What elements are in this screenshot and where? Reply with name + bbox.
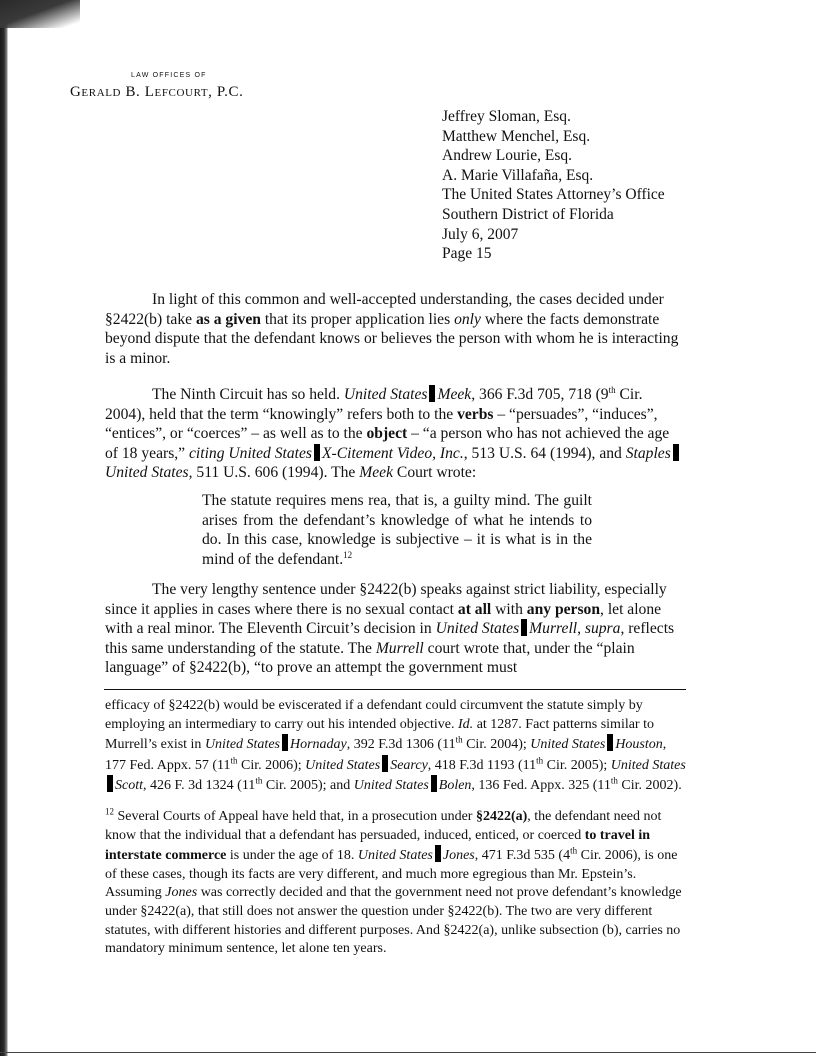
footnote-divider (104, 689, 686, 690)
scan-edge (0, 0, 8, 1056)
address-line: Southern District of Florida (442, 205, 614, 223)
letter-date: July 6, 2007 (442, 225, 519, 243)
page-number: Page 15 (442, 245, 492, 263)
redaction-bar (673, 444, 679, 461)
address-line: Andrew Lourie, Esq. (442, 147, 572, 165)
block-quote: The statute requires mens rea, that is, a guilty mind. The guilt arises from the defendant’s knowledge of what he intends to do. In this case, knowledge is subjective – it is what is in the mind of the defendant.$^{12}$ (202, 492, 592, 568)
redaction-bar (314, 444, 320, 461)
redaction-bar (382, 755, 388, 772)
address-line: Jeffrey Sloman, Esq. (442, 108, 571, 125)
bottom-edge-line (0, 1052, 816, 1053)
redaction-bar (282, 734, 288, 751)
paragraph-3: The very lengthy sentence under §2422(b) speaks against strict liability, especially since it applies in cases where there is no sexual contact at all with any person, let alone with a real minor. The Eleventh Circuit’s decision in United States Murrell, supra, reflects this same understanding of the statute. The Murrell court wrote that, under the “plain language” of §2422(b), “to prove an attempt the government must (105, 581, 675, 677)
letterhead-firm-name: Gerald B. Lefcourt, P.C. (70, 84, 244, 100)
address-line: Matthew Menchel, Esq. (442, 127, 591, 145)
paragraph-1: In light of this common and well-accepted understanding, the cases decided under §2422(b) take as a given that its proper application lies only where the facts demonstrate beyond dispute that the defendant knows or believes the person with whom he is interacting is a minor. (105, 291, 679, 367)
scan-corner-shadow (0, 0, 80, 28)
redaction-bar (429, 385, 435, 402)
footnote-ref: 12 (343, 549, 353, 560)
address-line: A. Marie Villafaña, Esq. (442, 166, 594, 184)
footnote-number: 12 (105, 806, 114, 817)
recipient-address-block (442, 107, 665, 264)
redaction-bar (435, 845, 441, 862)
redaction-bar (521, 619, 527, 636)
address-line: The United States Attorney’s Office (442, 186, 665, 204)
redaction-bar (431, 775, 437, 792)
redaction-bar (107, 775, 113, 792)
letterhead-kicker: LAW OFFICES OF (131, 72, 207, 79)
paragraph-2: The Ninth Circuit has so held. United States Meek, 366 F.3d 705, 718 (9th Cir. 2004), held that the term “knowingly” refers both to the verbs – “persuades”, “induces”, “entices”, or “coerces” – as well as to the object – “a person who has not achieved the age of 18 years,” citing United States X-Citement Video, Inc., 513 U.S. 64 (1994), and StaplesUnited States, 511 U.S. 606 (1994). The Meek Court wrote: (105, 385, 685, 483)
footnote-continuation: efficacy of §2422(b) would be eviscerated if a defendant could circumvent the statute simply by employing an intermediary to carry out his intended objective. Id. at 1287. Fact patterns similar to Murrell’s exist in United States Hornaday, 392 F.3d 1306 (11th Cir. 2004); United States Houston, 177 Fed. Appx. 57 (11th Cir. 2006); United States Searcy, 418 F.3d 1193 (11th Cir. 2005); United StatesScott, 426 F. 3d 1324 (11th Cir. 2005); and United States Bolen, 136 Fed. Appx. 325 (11th Cir. 2002). (105, 698, 686, 794)
redaction-bar (607, 734, 613, 751)
footnote-12: $^{12}$ Several Courts of Appeal have held that, in a prosecution under §2422(a), the defendant need not know that the individual that a defendant has persuaded, induced, enticed, or coerced to travel in interstate commerce is under the age of 18. United States Jones, 471 F.3d 535 (4th Cir. 2006), is one of these cases, though its facts are very different, and much more egregious than Mr. Epstein’s. Assuming Jones was correctly decided and that the government need not prove defendant’s knowledge under §2422(a), that still does not answer the question under §2422(b). The two are very different statutes, with different histories and different purposes. And §2422(a), unlike subsection (b), carries no mandatory minimum sentence, let alone ten years. (105, 806, 682, 957)
